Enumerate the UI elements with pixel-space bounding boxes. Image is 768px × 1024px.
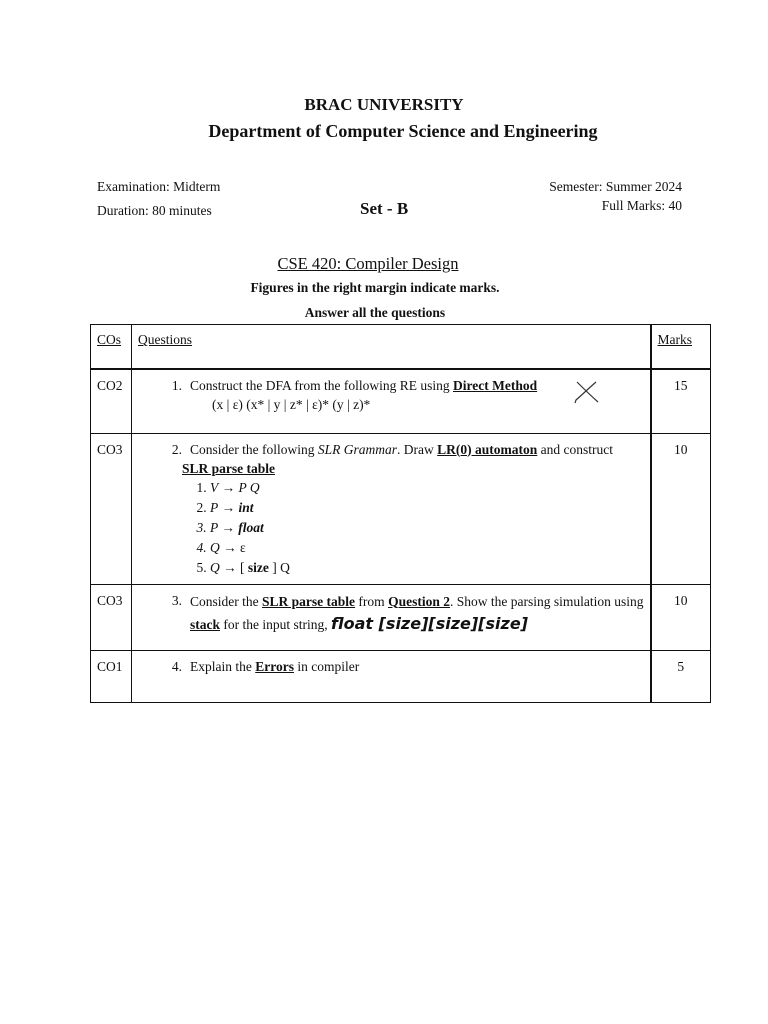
header-marks-label: Marks [657,332,692,347]
list-item: 3. P → float [210,518,644,538]
table-row [91,433,711,584]
header-questions-label: Questions [138,332,192,347]
question-text: Explain the Errors in compiler [190,658,360,674]
question-cell [132,650,651,702]
co-cell: CO1 [91,650,132,702]
input-string: float [size][size][size] [331,613,528,633]
course-title: CSE 420: Compiler Design [277,254,459,273]
list-item: 1. V → P Q [210,478,644,498]
question-2-ref: Question 2 [388,593,450,609]
question-text: Construct the DFA from the following RE using Direct Method [190,378,538,393]
marks-cell: 10 [651,433,711,584]
header-questions [132,325,651,370]
co-cell: CO3 [91,433,132,584]
question-text: Consider the SLR parse table from Question 2. Show the parsing simulation using stack for the input string, float [size][size][size] [190,593,644,633]
table-row [91,369,711,433]
direct-method-label: Direct Method [453,378,538,393]
list-item: 2. P → int [210,498,644,518]
instruction-answer-all: Answer all the questions [304,305,446,320]
instruction-marks: Figures in the right margin indicate marks. [250,280,500,295]
duration-label: Duration: 80 minutes [97,203,212,218]
grammar-list [138,478,644,578]
university-name: BRAC UNIVERSITY [304,95,464,114]
question-text: Consider the following SLR Grammar. Draw LR(0) automaton and construct [190,441,613,457]
marks-cell: 15 [651,369,711,433]
slr-parse-table-label: SLR parse table [182,460,276,476]
marks-cell: 10 [651,584,711,650]
list-item: 4. Q → ε [210,538,644,558]
list-item: 5. Q → [ size ] Q [210,558,644,578]
table-row [91,650,711,702]
marks-cell: 5 [651,650,711,702]
table-row [91,584,711,650]
regular-expression: (x | ε) (x* | y | z* | ε)* (y | z)* [212,397,371,412]
errors-label: Errors [255,658,294,674]
semester-label: Semester: Summer 2024 [549,179,682,194]
question-number: 1. [171,378,182,393]
questions-table [90,324,711,703]
set-label: Set - B [360,199,409,218]
slr-parse-table-ref: SLR parse table [262,593,356,609]
co-cell: CO2 [91,369,132,433]
question-number: 3. [171,592,182,608]
question-cell [132,584,651,650]
table-header-row [91,325,711,370]
department-name: Department of Computer Science and Engineering [208,121,598,141]
question-cell [132,433,651,584]
examination-label: Examination: Midterm [97,179,221,194]
question-number: 4. [171,658,182,674]
stack-label: stack [190,616,220,632]
pen-mark-x-icon [572,378,602,406]
question-number: 2. [171,441,182,457]
header-marks [651,325,711,370]
co-cell: CO3 [91,584,132,650]
full-marks-label: Full Marks: 40 [601,198,682,213]
header-cos-label: COs [97,332,122,347]
header-cos [91,325,132,370]
lr0-automaton-label: LR(0) automaton [437,441,538,457]
